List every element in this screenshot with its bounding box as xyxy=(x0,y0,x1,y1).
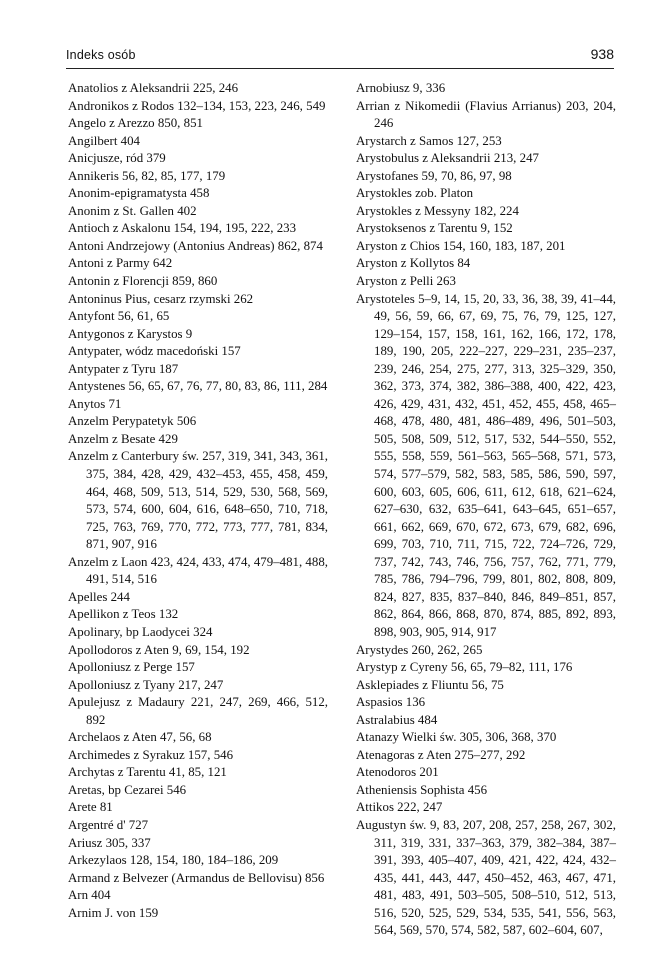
index-entry: Aryston z Kollytos 84 xyxy=(356,256,471,271)
index-entry: Arystydes 260, 262, 265 xyxy=(356,642,483,657)
index-entry: Arkezylaos 128, 154, 180, 184–186, 209 xyxy=(68,853,279,868)
index-entry: Anatolios z Aleksandrii 225, 246 xyxy=(68,81,239,95)
index-entry: Apolloniusz z Perge 157 xyxy=(68,660,195,675)
section-title: Indeks osób xyxy=(66,48,136,62)
index-entry: Antypater z Tyru 187 xyxy=(68,361,179,376)
index-entry: Anzelm Perypatetyk 506 xyxy=(68,414,197,429)
index-entry: Arnim J. von 159 xyxy=(68,905,159,920)
index-entry: Arn 404 xyxy=(68,888,111,903)
index-entry: Arrian z Nikomedii (Flavius Arrianus) 203, 204, 246 xyxy=(356,98,616,131)
index-entry: Angelo z Arezzo 850, 851 xyxy=(68,116,203,131)
index-entry: Antonin z Florencji 859, 860 xyxy=(68,274,218,289)
index-entry: Anzelm z Canterbury św. 257, 319, 341, 343, 361, 375, 384, 428, 429, 432–453, 455, 458, 459, 464, 468, 509, 513, 514, 529, 530, 568, 569, 573, 574, 600, 604, 616, 648–650, 710, 718, 725, 763, 769, 770, 772, 773, 777, 781, 834, 871, 907, 916 xyxy=(68,449,328,552)
index-entry: Atenagoras z Aten 275–277, 292 xyxy=(356,747,526,762)
index-entry: Arystofanes 59, 70, 86, 97, 98 xyxy=(356,168,512,183)
index-entry: Argentré d' 727 xyxy=(68,817,149,832)
index-entry: Arete 81 xyxy=(68,800,113,815)
index-entry: Antoni Andrzejowy (Antonius Andreas) 862, 874 xyxy=(68,238,323,253)
index-entry: Apolloniusz z Tyany 217, 247 xyxy=(68,677,224,692)
index-entry: Ariusz 305, 337 xyxy=(68,835,151,850)
index-entry: Anicjusze, ród 379 xyxy=(68,151,166,166)
index-entry: Arystarch z Samos 127, 253 xyxy=(356,133,502,148)
index-column-left xyxy=(68,80,328,922)
index-entry: Attikos 222, 247 xyxy=(356,800,443,815)
index-entry: Armand z Belvezer (Armandus de Bellovisu) 856 xyxy=(68,870,325,885)
index-entry: Antioch z Askalonu 154, 194, 195, 222, 233 xyxy=(68,221,297,236)
index-entry: Anonim z St. Gallen 402 xyxy=(68,203,197,218)
index-entry: Annikeris 56, 82, 85, 177, 179 xyxy=(68,168,226,183)
header-rule xyxy=(66,68,614,69)
index-entry: Atenodoros 201 xyxy=(356,765,439,780)
index-entry: Arystoksenos z Tarentu 9, 152 xyxy=(356,221,513,236)
index-entry: Archytas z Tarentu 41, 85, 121 xyxy=(68,765,227,780)
index-entry: Antyfont 56, 61, 65 xyxy=(68,309,170,324)
index-entry: Arnobiusz 9, 336 xyxy=(356,81,446,95)
index-entry: Arystokles z Messyny 182, 224 xyxy=(356,203,519,218)
index-entry: Anzelm z Laon 423, 424, 433, 474, 479–481, 488, 491, 514, 516 xyxy=(68,554,328,587)
index-entry: Asklepiades z Fliuntu 56, 75 xyxy=(356,677,504,692)
index-entry: Atheniensis Sophista 456 xyxy=(356,782,488,797)
index-entry: Arystobulus z Aleksandrii 213, 247 xyxy=(356,151,539,166)
index-entry: Aryston z Chios 154, 160, 183, 187, 201 xyxy=(356,238,566,253)
page-number: 938 xyxy=(590,46,614,62)
index-entry: Anonim-epigramatysta 458 xyxy=(68,186,210,201)
index-entry: Apollodoros z Aten 9, 69, 154, 192 xyxy=(68,642,250,657)
index-entry: Archimedes z Syrakuz 157, 546 xyxy=(68,747,234,762)
index-entry: Astralabius 484 xyxy=(356,712,438,727)
index-entry: Arystoteles 5–9, 14, 15, 20, 33, 36, 38, 39, 41–44, 49, 56, 59, 66, 67, 69, 75, 76, 79, 125, 127, 129–154, 157, 158, 161, 162, 166, 172, 178, 189, 190, 205, 222–227, 229–231, 235–237, 239, 246, 254, 275, 277, 313, 325–329, 350, 362, 373, 374, 382, 386–388, 400, 422, 423, 426, 429, 431, 432, 451, 452, 455, 458, 465–468, 478, 480, 481, 486–489, 496, 501–503, 505, 508, 509, 512, 517, 532, 544–550, 552, 555, 558, 559, 561–563, 565–568, 571, 573, 574, 577–579, 582, 583, 585, 586, 590, 597, 600, 603, 605, 606, 611, 612, 618, 621–624, 627–630, 632, 635–641, 643–645, 651–657, 661, 662, 669, 670, 672, 673, 679, 682, 696, 699, 703, 710, 711, 715, 722, 724–726, 729, 737, 742, 743, 746, 756, 757, 762, 771, 779, 785, 786, 794–796, 799, 801, 802, 808, 809, 824, 827, 835, 837–840, 846, 849–851, 857, 862, 864, 866, 868, 870, 874, 885, 892, 893, 898, 903, 905, 914, 917 xyxy=(356,291,616,639)
index-entry: Atanazy Wielki św. 305, 306, 368, 370 xyxy=(356,730,557,745)
running-header xyxy=(66,46,614,66)
index-entry: Antystenes 56, 65, 67, 76, 77, 80, 83, 86, 111, 284 xyxy=(68,379,328,394)
index-entry: Andronikos z Rodos 132–134, 153, 223, 246, 549 xyxy=(68,98,326,113)
index-entry: Apolinary, bp Laodycei 324 xyxy=(68,624,213,639)
index-entry: Arystokles zob. Platon xyxy=(356,186,474,201)
index-entry: Aspasios 136 xyxy=(356,695,426,710)
index-entry: Aryston z Pelli 263 xyxy=(356,274,456,289)
index-entry: Augustyn św. 9, 83, 207, 208, 257, 258, 267, 302, 311, 319, 331, 337–363, 379, 382–384, 387–391, 393, 405–407, 409, 421, 422, 424, 432–435, 441, 443, 447, 450–452, 463, 467, 471, 481, 483, 491, 503–505, 508–510, 512, 513, 516, 520, 525, 529, 534, 535, 541, 556, 563, 564, 569, 570, 574, 582, 587, 602–604, 607, xyxy=(356,817,616,938)
index-entry: Antoni z Parmy 642 xyxy=(68,256,173,271)
index-entry: Antypater, wódz macedoński 157 xyxy=(68,344,241,359)
index-column-right xyxy=(356,80,616,940)
index-entry: Antygonos z Karystos 9 xyxy=(68,326,193,341)
index-entry: Apulejusz z Madaury 221, 247, 269, 466, 512, 892 xyxy=(68,695,328,727)
index-entry: Archelaos z Aten 47, 56, 68 xyxy=(68,730,212,745)
index-entry: Angilbert 404 xyxy=(68,133,140,148)
index-entry: Antoninus Pius, cesarz rzymski 262 xyxy=(68,291,254,306)
index-entry: Aretas, bp Cezarei 546 xyxy=(68,782,187,797)
index-entry: Arystyp z Cyreny 56, 65, 79–82, 111, 176 xyxy=(356,660,573,675)
index-entry: Apelles 244 xyxy=(68,589,130,604)
index-entry: Anytos 71 xyxy=(68,396,122,411)
index-entry: Anzelm z Besate 429 xyxy=(68,431,178,446)
index-entry: Apellikon z Teos 132 xyxy=(68,607,179,622)
